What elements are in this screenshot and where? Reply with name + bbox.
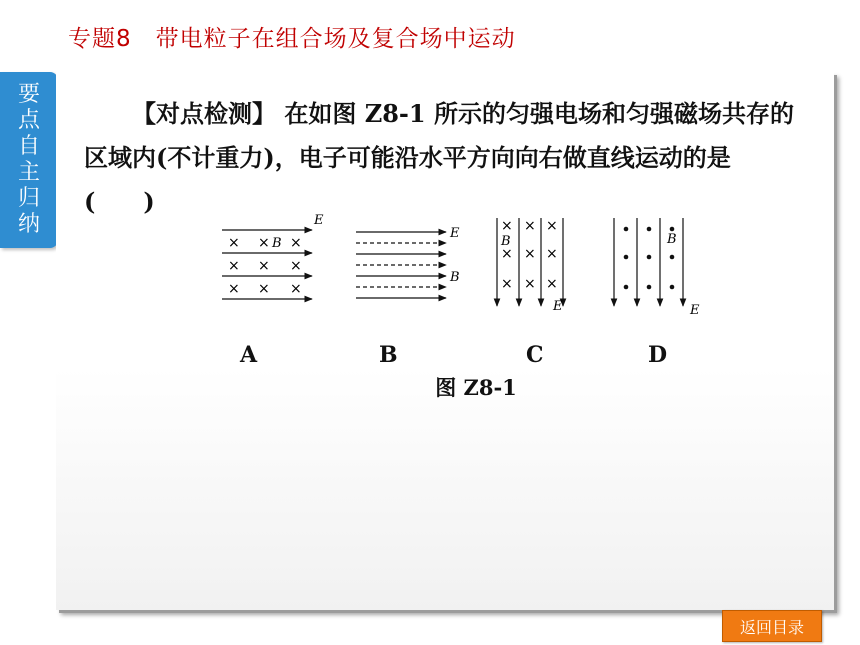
diagram-b-e-label: E bbox=[450, 226, 460, 241]
diagram-c bbox=[497, 218, 563, 314]
cross-mark: × bbox=[546, 246, 558, 262]
figure-caption: 图 Z8-1 bbox=[435, 375, 517, 400]
cross-mark: × bbox=[228, 235, 240, 251]
option-b-label: B bbox=[379, 342, 398, 368]
diagram-a-b-label: B bbox=[272, 236, 282, 251]
cross-mark: × bbox=[290, 235, 302, 251]
cross-mark: × bbox=[524, 218, 536, 234]
option-a-label: A bbox=[240, 342, 258, 368]
cross-mark: × bbox=[290, 258, 302, 274]
diagram-a-e-label: E bbox=[314, 213, 324, 228]
field-diagram bbox=[216, 212, 716, 402]
question-tag: 【对点检测】 bbox=[132, 99, 276, 128]
page-title: 专题8 带电粒子在组合场及复合场中运动 bbox=[68, 26, 516, 52]
cross-mark: × bbox=[228, 258, 240, 274]
option-d-label: D bbox=[648, 342, 668, 368]
diagram-b bbox=[356, 226, 460, 298]
cross-mark: × bbox=[546, 276, 558, 292]
diagram-a bbox=[222, 213, 324, 299]
cross-mark: × bbox=[546, 218, 558, 234]
cross-mark: × bbox=[228, 281, 240, 297]
content-panel bbox=[56, 72, 834, 610]
cross-mark: × bbox=[290, 281, 302, 297]
diagram-c-b-label: B bbox=[501, 234, 511, 249]
section-tab[interactable] bbox=[0, 72, 58, 248]
diagram-b-b-label: B bbox=[450, 270, 460, 285]
cross-mark: × bbox=[258, 235, 270, 251]
cross-mark: × bbox=[501, 276, 513, 292]
question-text bbox=[84, 92, 794, 224]
diagram-d-b-label: B bbox=[667, 232, 677, 247]
cross-mark: × bbox=[258, 281, 270, 297]
diagram-d bbox=[614, 218, 700, 318]
cross-mark: × bbox=[524, 276, 536, 292]
cross-mark: × bbox=[501, 246, 513, 262]
option-c-label: C bbox=[526, 342, 544, 368]
back-to-contents-button[interactable]: 返回目录 bbox=[722, 610, 822, 642]
cross-mark: × bbox=[524, 246, 536, 262]
question-body: 在如图 Z8-1 所示的匀强电场和匀强磁场共存的区域内(不计重力)，电子可能沿水平方向向右做直线运动的是( ) bbox=[84, 99, 794, 216]
section-tab-label: 要点自主归纳 bbox=[17, 82, 40, 237]
cross-mark: × bbox=[501, 218, 513, 234]
cross-mark: × bbox=[258, 258, 270, 274]
diagram-d-e-label: E bbox=[690, 303, 700, 318]
diagram-c-e-label: E bbox=[553, 299, 563, 314]
